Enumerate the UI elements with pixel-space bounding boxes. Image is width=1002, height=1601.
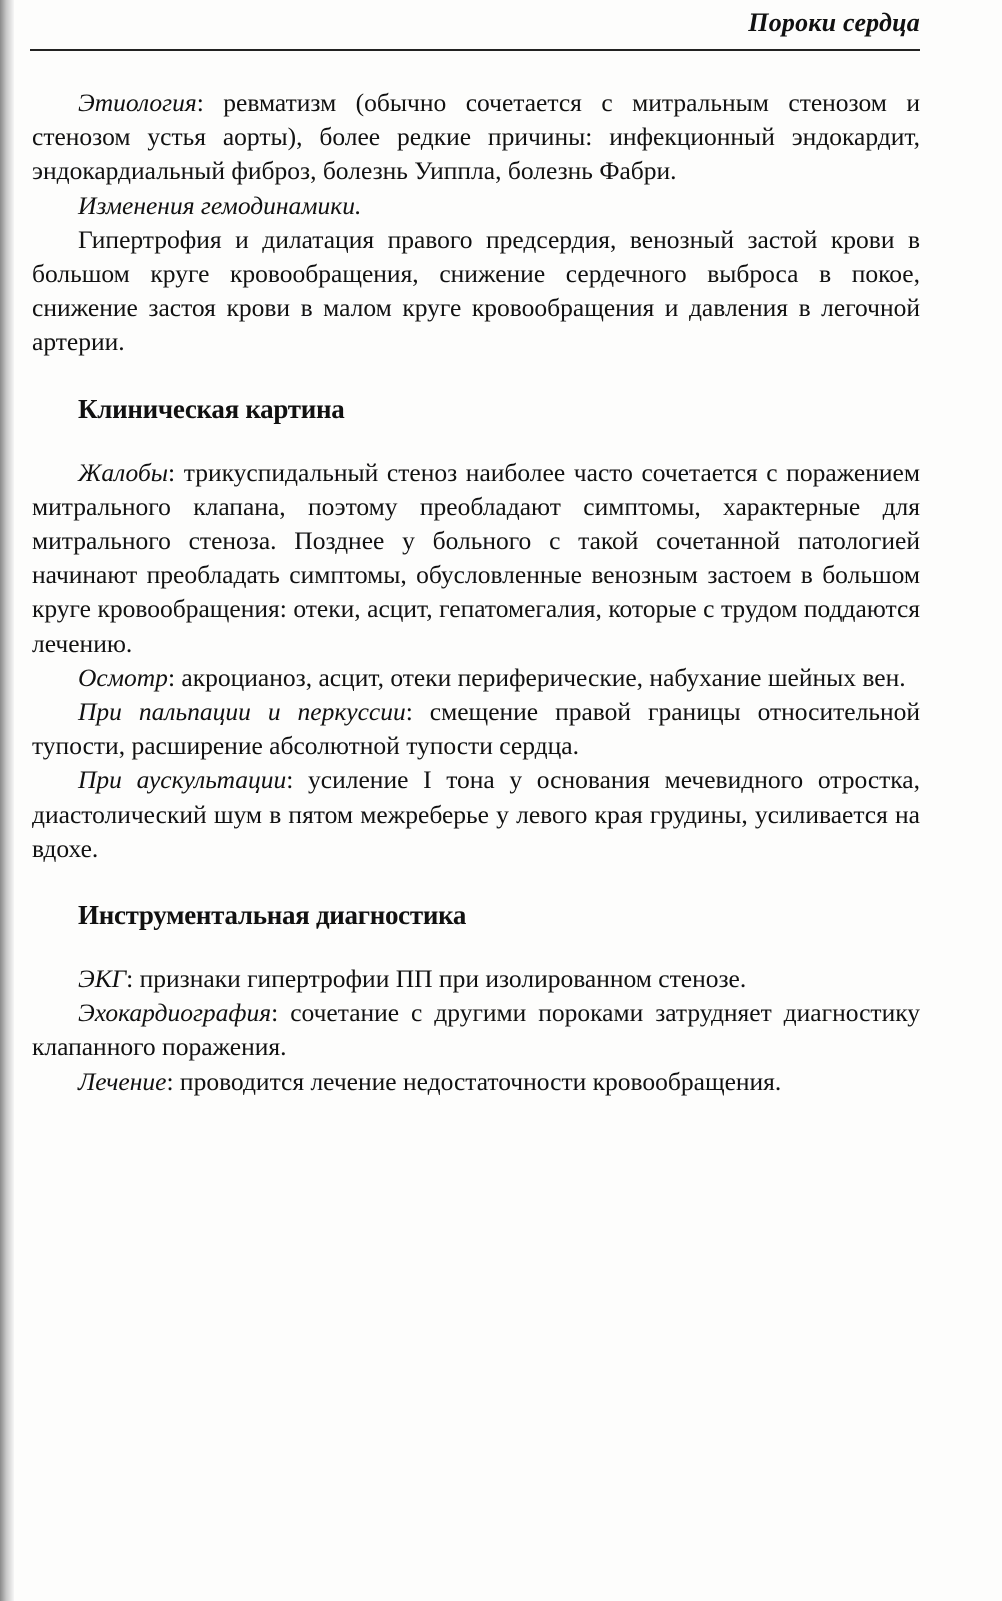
page-content xyxy=(32,86,920,1099)
paragraph-text: проводится лечение недостаточности кровообращения. xyxy=(179,1066,782,1096)
paragraph-text: Гипертрофия и дилатация правого предсердия, венозный застой крови в большом круге кровообращения, снижение сердечного выброса в покое, снижение застоя крови в малом круге кровообращения и давления в легочной артерии. xyxy=(32,224,920,357)
paragraph-palpation xyxy=(32,695,920,763)
section-title-clinical: Клиническая картина xyxy=(78,393,345,424)
term-separator: : xyxy=(126,964,140,994)
term-label: Лечение xyxy=(78,1066,167,1096)
term-label: Осмотр xyxy=(78,662,168,692)
header-rule xyxy=(30,49,920,51)
term-separator: : xyxy=(405,697,430,727)
section-title-instrumental: Инструментальная диагностика xyxy=(78,900,467,931)
paragraph-hemodynamics-label xyxy=(32,189,920,223)
paragraph-auscultation xyxy=(32,763,920,866)
paragraph-hemodynamics xyxy=(32,223,920,360)
paragraph-text: признаки гипертрофии ПП при изолированном стенозе. xyxy=(139,964,747,994)
paragraph-ecg xyxy=(32,962,920,996)
paragraph-echocardiography xyxy=(32,996,920,1064)
paragraph-etiology xyxy=(32,86,920,189)
term-separator: : xyxy=(286,765,309,795)
term-separator: : xyxy=(166,1066,180,1096)
term-label: Жалобы xyxy=(78,457,169,487)
term-label: Изменения гемодинамики. xyxy=(78,190,362,220)
paragraph-text: акроцианоз, асцит, отеки периферические, набухание шейных вен. xyxy=(181,662,906,692)
paragraph-text: ревматизм (обычно сочетается с митральным стенозом и стенозом устья аорты), более редкие причины: инфекционный эндокардит, эндокардиальный фиброз, болезнь Уиппла, болезнь Фабри. xyxy=(32,88,920,186)
term-label: Этиология xyxy=(78,88,197,117)
term-separator: : xyxy=(271,998,291,1028)
paragraph-text: трикуспидальный стеноз наиболее часто сочетается с поражением митрального клапана, поэтому преобладают симптомы, характерные для митрального стеноза. Позднее у больного с такой сочетанной патологией начинают преобладать симптомы, обусловленные венозным застоем в большом круге кровообращения: отеки, асцит, гепатомегалия, которые с трудом поддаются лечению. xyxy=(32,457,920,658)
paragraph-text: усиление I тона у основания мечевидного отростка, диастолический шум в пятом межреберье у левого края грудины, усиливается на вдохе. xyxy=(32,765,920,863)
term-label: При аускультации xyxy=(78,765,287,795)
paragraph-examination xyxy=(32,661,920,695)
term-separator: : xyxy=(167,662,182,692)
paragraph-text: смещение правой границы относительной тупости, расширение абсолютной тупости сердца. xyxy=(32,697,920,761)
paragraph-treatment xyxy=(32,1065,920,1099)
term-label: ЭКГ xyxy=(78,964,127,994)
scan-edge-shadow xyxy=(0,0,14,1601)
term-label: При пальпации и перкуссии xyxy=(78,697,406,727)
paragraph-complaints xyxy=(32,456,920,661)
term-separator: : xyxy=(168,457,184,487)
running-head: Пороки сердца xyxy=(748,8,920,37)
term-separator: : xyxy=(196,88,224,117)
term-label: Эхокардиография xyxy=(78,998,272,1028)
paragraph-text: сочетание с другими пороками затрудняет диагностику клапанного поражения. xyxy=(32,998,921,1062)
